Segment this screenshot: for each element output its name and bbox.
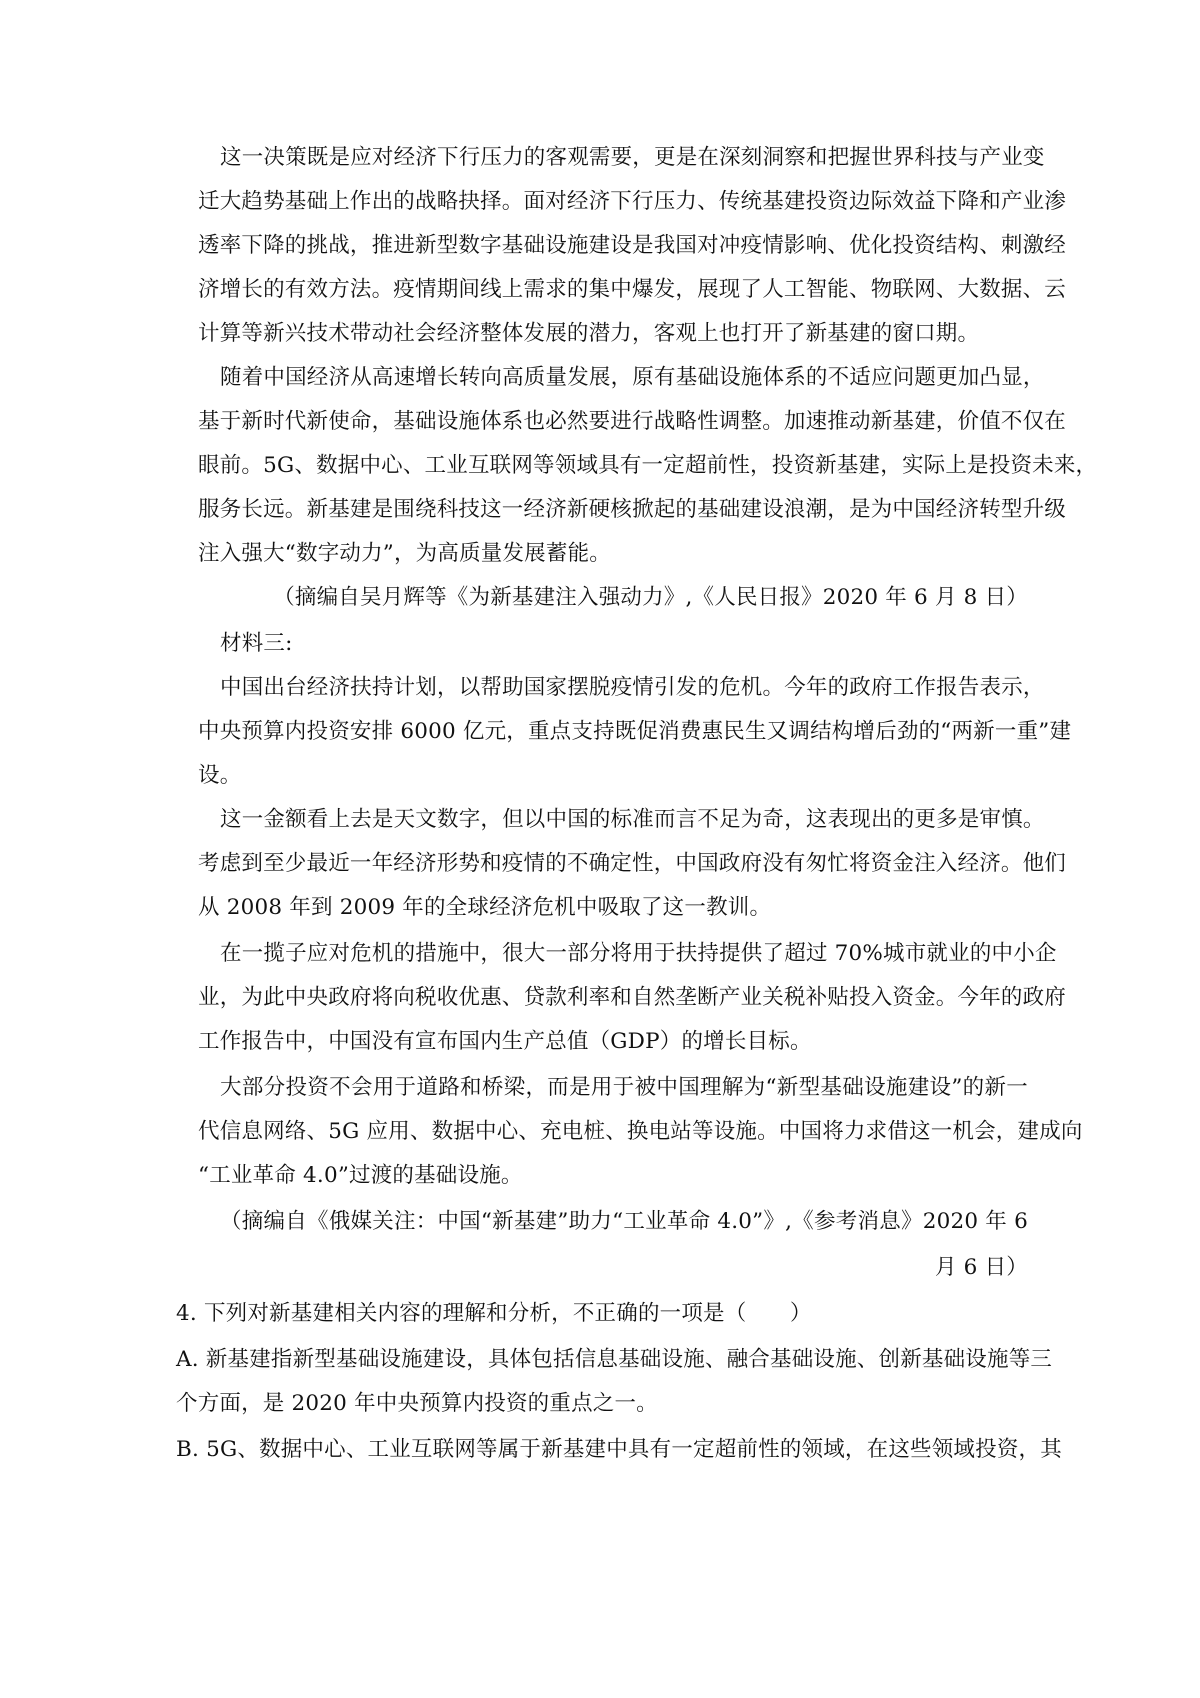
paragraph-line: 随着中国经济从高速增长转向高质量发展，原有基础设施体系的不适应问题更加凸显， bbox=[220, 365, 1045, 390]
paragraph-line: 代信息网络、5G 应用、数据中心、充电桩、换电站等设施。中国将力求借这一机会，建成向 bbox=[198, 1119, 1083, 1144]
section-heading: 材料三: bbox=[220, 631, 293, 656]
source-citation-end: 月 6 日） bbox=[934, 1255, 1028, 1280]
paragraph-line: 计算等新兴技术带动社会经济整体发展的潜力，客观上也打开了新基建的窗口期。 bbox=[198, 321, 980, 346]
question-stem: 4. 下列对新基建相关内容的理解和分析，不正确的一项是（ ） bbox=[176, 1301, 812, 1326]
paragraph-line: 迁大趋势基础上作出的战略抉择。面对经济下行压力、传统基建投资边际效益下降和产业渗 bbox=[198, 189, 1067, 214]
option-b-line: B. 5G、数据中心、工业互联网等属于新基建中具有一定超前性的领域，在这些领域投资，其 bbox=[176, 1437, 1062, 1462]
paragraph-line: 中国出台经济扶持计划，以帮助国家摆脱疫情引发的危机。今年的政府工作报告表示， bbox=[220, 675, 1045, 700]
paragraph-line: 这一金额看上去是天文数字，但以中国的标准而言不足为奇，这表现出的更多是审慎。 bbox=[220, 807, 1045, 832]
paragraph-line: “工业革命 4.0”过渡的基础设施。 bbox=[198, 1163, 523, 1188]
paragraph-line: 这一决策既是应对经济下行压力的客观需要，更是在深刻洞察和把握世界科技与产业变 bbox=[220, 145, 1045, 170]
paragraph-line: 服务长远。新基建是围绕科技这一经济新硬核掀起的基础建设浪潮，是为中国经济转型升级 bbox=[198, 497, 1067, 522]
paragraph-line: 济增长的有效方法。疫情期间线上需求的集中爆发，展现了人工智能、物联网、大数据、云 bbox=[198, 277, 1067, 302]
paragraph-line: 在一揽子应对危机的措施中，很大一部分将用于扶持提供了超过 70%城市就业的中小企 bbox=[220, 941, 1057, 966]
paragraph-line: 业，为此中央政府将向税收优惠、贷款利率和自然垄断产业关税补贴投入资金。今年的政府 bbox=[198, 985, 1067, 1010]
paragraph-line: 设。 bbox=[198, 763, 242, 788]
paragraph-line: 基于新时代新使命，基础设施体系也必然要进行战略性调整。加速推动新基建，价值不仅在 bbox=[198, 409, 1067, 434]
option-a-line: A. 新基建指新型基础设施建设，具体包括信息基础设施、融合基础设施、创新基础设施等三 bbox=[176, 1347, 1053, 1372]
paragraph-line: 中央预算内投资安排 6000 亿元，重点支持既促消费惠民生又调结构增后劲的“两新一重”建 bbox=[198, 719, 1072, 744]
paragraph-line: 从 2008 年到 2009 年的全球经济危机中吸取了这一教训。 bbox=[198, 895, 772, 920]
source-citation: （摘编自《俄媒关注：中国“新基建”助力“工业革命 4.0”》,《参考消息》2020 年 6 bbox=[220, 1209, 1028, 1234]
paragraph-line: 透率下降的挑战，推进新型数字基础设施建设是我国对冲疫情影响、优化投资结构、刺激经 bbox=[198, 233, 1067, 258]
paragraph-line: 工作报告中，中国没有宣布国内生产总值（GDP）的增长目标。 bbox=[198, 1029, 812, 1054]
option-a-line: 个方面，是 2020 年中央预算内投资的重点之一。 bbox=[176, 1391, 658, 1416]
paragraph-line: 大部分投资不会用于道路和桥梁，而是用于被中国理解为“新型基础设施建设”的新一 bbox=[220, 1075, 1028, 1100]
source-citation: （摘编自吴月辉等《为新基建注入强动力》,《人民日报》2020 年 6 月 8 日） bbox=[273, 585, 1028, 610]
paragraph-line: 眼前。5G、数据中心、工业互联网等领域具有一定超前性，投资新基建，实际上是投资未来， bbox=[198, 453, 1098, 478]
paragraph-line: 注入强大“数字动力”，为高质量发展蓄能。 bbox=[198, 541, 611, 566]
paragraph-line: 考虑到至少最近一年经济形势和疫情的不确定性，中国政府没有匆忙将资金注入经济。他们 bbox=[198, 851, 1067, 876]
